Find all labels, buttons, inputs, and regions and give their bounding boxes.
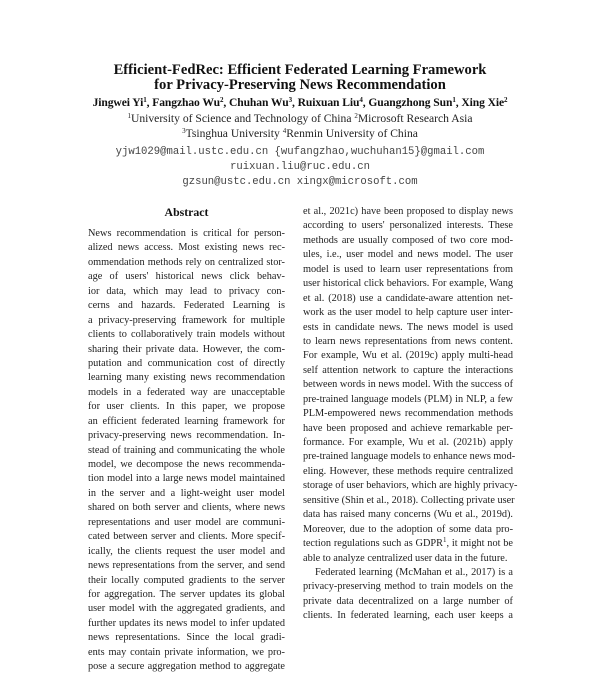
text-line: news representations from the server, and send bbox=[88, 560, 285, 572]
email-line-3: gzsun@ustc.edu.cn xingx@microsoft.com bbox=[182, 176, 418, 188]
text-line-gdpr: tection regulations such as GDPR$^1$, it might not be bbox=[303, 536, 513, 550]
text-line: privacy-preserving news recommendation. In- bbox=[88, 430, 285, 442]
text-line: user model with the aggregated gradients, and bbox=[88, 603, 285, 615]
text-line: user historical click behaviors. For example, Wang bbox=[303, 278, 513, 290]
text-line: further updates its news model to infer updated bbox=[88, 617, 285, 629]
text-line: have been proposed and achieve remarkable per- bbox=[303, 422, 513, 434]
text-line: privacy-preserving method to train models on the bbox=[303, 581, 513, 593]
text-line: their locally computed gradients to the server bbox=[88, 574, 285, 586]
text-line: in the server and a light-weight user model bbox=[88, 487, 285, 499]
author: Ruixuan Liu$^4$ bbox=[297, 96, 363, 109]
text-line: ests in candidate news. The news model is used bbox=[303, 321, 513, 333]
text-line: storage of user behaviors, which are highly privacy- bbox=[303, 480, 518, 492]
text-line: model, we decompose the news recommenda- bbox=[88, 459, 285, 470]
text-line: sharing their private data. However, the com- bbox=[88, 343, 285, 355]
text-line: self attention network to capture the interactions bbox=[303, 364, 513, 376]
text-line: models in a federated way are unacceptable bbox=[88, 386, 285, 398]
affiliation-line-2: $^3$Tsinghua University $^4$Renmin University of China bbox=[182, 127, 418, 140]
text-line: Federated learning (McMahan et al., 2017) is a bbox=[315, 566, 513, 578]
text-line: an efficient federated learning framework for bbox=[88, 415, 285, 427]
author: Xing Xie$^2$ bbox=[461, 96, 508, 109]
abstract-heading: Abstract bbox=[164, 205, 209, 219]
text-line: for aggregation. The server updates its global bbox=[88, 588, 285, 600]
text-line: according to users' personalized interests. These bbox=[303, 220, 513, 232]
text-line: putation and communication cost of directly bbox=[88, 357, 285, 369]
text-line: shared on both server and clients, where news bbox=[88, 502, 285, 514]
author: Chuhan Wu$^3$ bbox=[228, 96, 292, 109]
text-line: ically, the clients request the user model and bbox=[88, 545, 285, 557]
text-line: pre-trained language models (PLM) in NLP, a few bbox=[303, 393, 513, 405]
text-line: pre-trained language models to enhance news mod- bbox=[303, 451, 516, 463]
introduction-body bbox=[303, 205, 518, 624]
footnote-marker[interactable]: 1 bbox=[443, 536, 447, 545]
text-line: et al., 2021c) have been proposed to display news bbox=[303, 206, 513, 217]
paper-title-line-2: for Privacy-Preserving News Recommendation bbox=[154, 77, 446, 93]
author-list: Jingwei Yi$^1$, Fangzhao Wu$^2$, Chuhan Wu$^3$, Ruixuan Liu$^4$, Guangzhong Sun$^1$, Xing Xie$^2$ bbox=[92, 96, 508, 109]
text-line: sensitive (Shin et al., 2018). Collecting private user bbox=[303, 494, 515, 506]
text-line: cated between server and clients. More specif- bbox=[88, 531, 285, 543]
text-line: tion model into a large news model maintained bbox=[88, 473, 285, 485]
text-line: representations and user model are communi- bbox=[88, 516, 285, 528]
author: Jingwei Yi$^1$ bbox=[92, 96, 147, 109]
text-line: ommendation methods rely on centralized stor- bbox=[88, 256, 285, 268]
text-line: to learn news representations from news content. bbox=[303, 335, 513, 347]
text-line: formance. For example, Wu et al. (2021b) apply bbox=[303, 437, 513, 448]
text-line: et al. (2018) use a candidate-aware attention net- bbox=[303, 292, 513, 304]
text-line: able to analyze centralized user data in the future. bbox=[303, 552, 508, 564]
text-line: PLM-empowered news recommendation methods bbox=[303, 408, 513, 420]
text-line: data has raised many concerns (Wu et al., 2019d). bbox=[303, 509, 513, 521]
text-line: cerns and hazards. Federated Learning is bbox=[88, 300, 285, 312]
affiliation-line-1: $^1$University of Science and Technology of China $^2$Microsoft Research Asia bbox=[127, 112, 473, 125]
text-line: ior data, which may lead to privacy con- bbox=[88, 285, 285, 297]
email-line-1: yjw1029@mail.ustc.edu.cn {wufangzhao,wuchuhan15}@gmail.com bbox=[115, 146, 485, 158]
text-line: clients to collaboratively train models without bbox=[88, 329, 285, 341]
text-line: for user clients. In this paper, we propose bbox=[88, 401, 285, 413]
text-line: private data decentralized on a large number of bbox=[303, 595, 513, 607]
text-line: pose a secure aggregation method to aggregate bbox=[88, 661, 285, 673]
author: Guangzhong Sun$^1$ bbox=[368, 96, 456, 109]
email-line-2: ruixuan.liu@ruc.edu.cn bbox=[230, 161, 370, 173]
text-line: alized news access. Most existing news rec- bbox=[88, 242, 285, 254]
text-line: ules, i.e., user model and news model. The user bbox=[303, 249, 513, 261]
text-line: For example, Wu et al. (2019c) apply multi-head bbox=[303, 350, 513, 362]
text-line: clients. In federated learning, each user keeps a bbox=[303, 610, 513, 622]
text-line: eling. However, these methods require centralized bbox=[303, 465, 513, 477]
text-line: ents may contain private information, we pro- bbox=[88, 646, 285, 658]
text-line: news representations. Since the local gradi- bbox=[88, 632, 285, 644]
text-line: work as the user model to help capture user inter- bbox=[303, 307, 513, 319]
text-line: a privacy-preserving framework for multiple bbox=[88, 314, 285, 326]
text-line: age of users' historical news click behav- bbox=[88, 271, 285, 283]
text-line: learning many existing news recommendation bbox=[88, 372, 285, 384]
text-line: Moreover, due to the adoption of some data pro- bbox=[303, 523, 513, 535]
abstract-body bbox=[88, 227, 285, 675]
paper-title-line-1: Efficient-FedRec: Efficient Federated Learning Framework bbox=[113, 62, 487, 78]
text-line: model is used to learn user representations from bbox=[303, 263, 513, 275]
author: Fangzhao Wu$^2$ bbox=[152, 96, 224, 109]
text-line: methods are usually composed of two core mod- bbox=[303, 234, 513, 246]
text-line: News recommendation is critical for person- bbox=[88, 228, 285, 239]
text-line: between words in news model. With the success of bbox=[303, 379, 513, 391]
text-line: stead of training and communicating the whole bbox=[88, 444, 285, 456]
